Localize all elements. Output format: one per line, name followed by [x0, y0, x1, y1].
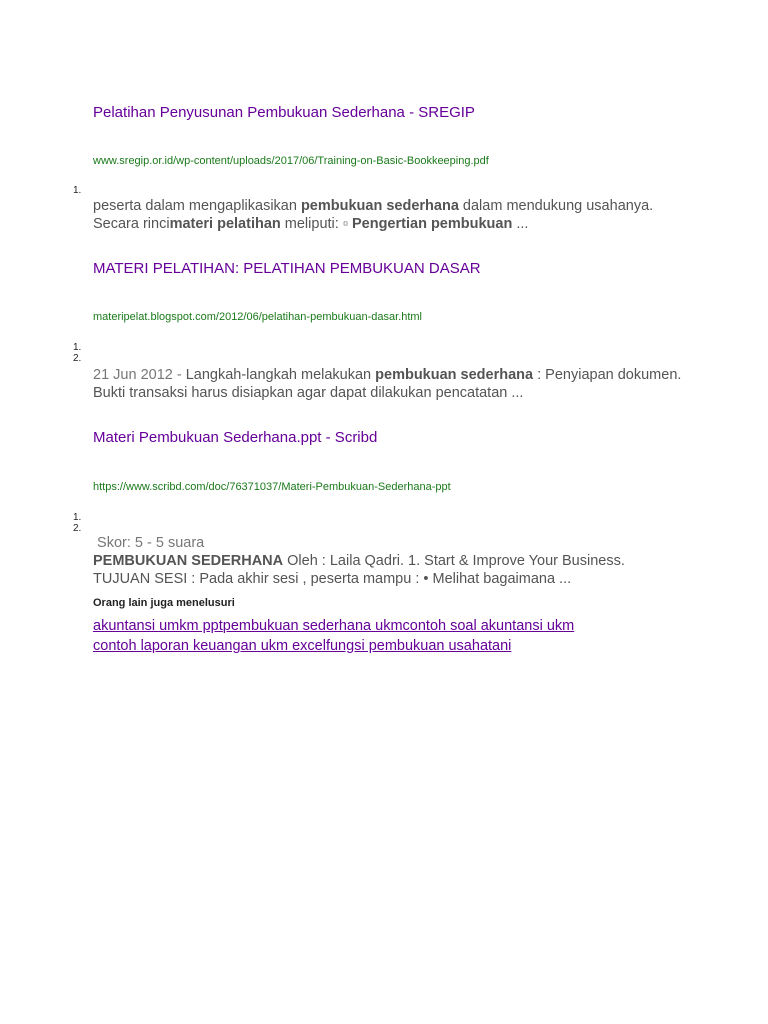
snippet-bold: Pengertian pembukuan [351, 216, 513, 232]
related-link[interactable]: contoh soal akuntansi ukm [402, 618, 575, 634]
result-url-2[interactable]: materipelat.blogspot.com/2012/06/pelatihan-pembukuan-dasar.html [93, 311, 422, 323]
list-number: 1. [73, 342, 82, 353]
snippet-text: Oleh : Laila Qadri. 1. Start & Improve Your Business. [283, 553, 625, 569]
snippet-text: peserta dalam mengaplikasikan [93, 198, 301, 214]
related-link[interactable]: pembukuan sederhana ukm [222, 618, 403, 634]
result-url-1[interactable]: www.sregip.or.id/wp-content/uploads/2017/06/Training-on-Basic-Bookkeeping.pdf [93, 155, 489, 167]
result-snippet-1 [93, 197, 693, 233]
list-number: 2. [73, 353, 82, 364]
result-rating [93, 534, 693, 552]
snippet-text: Langkah-langkah melakukan [185, 367, 376, 383]
list-number: 1. [73, 512, 82, 523]
snippet-text: TUJUAN SESI : Pada akhir sesi , peserta mampu : • Melihat bagaimana ... [93, 571, 572, 587]
list-number: 2. [73, 523, 82, 534]
snippet-bold: PEMBUKUAN SEDERHANA [93, 553, 284, 569]
related-link[interactable]: akuntansi umkm ppt [93, 618, 223, 634]
snippet-text: dalam mendukung usahanya. Secara rinci [93, 198, 654, 232]
snippet-date: 21 Jun 2012 - [93, 367, 186, 383]
result-title-1[interactable]: Pelatihan Penyusunan Pembukuan Sederhana - SREGIP [93, 104, 475, 121]
list-number: 1. [73, 185, 82, 196]
related-link[interactable]: contoh laporan keuangan ukm excel [93, 638, 326, 654]
result-title-2[interactable]: MATERI PELATIHAN: PELATIHAN PEMBUKUAN DASAR [93, 260, 481, 277]
snippet-bold: pembukuan sederhana [300, 198, 459, 214]
related-link[interactable]: fungsi pembukuan usahatani [325, 638, 512, 654]
result-title-3[interactable]: Materi Pembukuan Sederhana.ppt - Scribd [93, 429, 378, 446]
snippet-bold: materi pelatihan [169, 216, 281, 232]
result-snippet-2 [93, 366, 693, 402]
snippet-bold: pembukuan sederhana [375, 367, 534, 383]
result-url-3[interactable]: https://www.scribd.com/doc/76371037/Materi-Pembukuan-Sederhana-ppt [93, 481, 451, 493]
result-snippet-3 [93, 552, 693, 588]
snippet-text: ... [512, 216, 529, 232]
related-searches [93, 616, 574, 656]
rating-text: Skor: 5 - 5 suara [93, 535, 205, 551]
snippet-text: meliputi: ▫ [280, 216, 352, 232]
snippet-text: : Penyiapan dokumen. Bukti transaksi harus disiapkan agar dapat dilakukan pencatatan ... [93, 367, 682, 401]
related-heading: Orang lain juga menelusuri [93, 597, 235, 609]
